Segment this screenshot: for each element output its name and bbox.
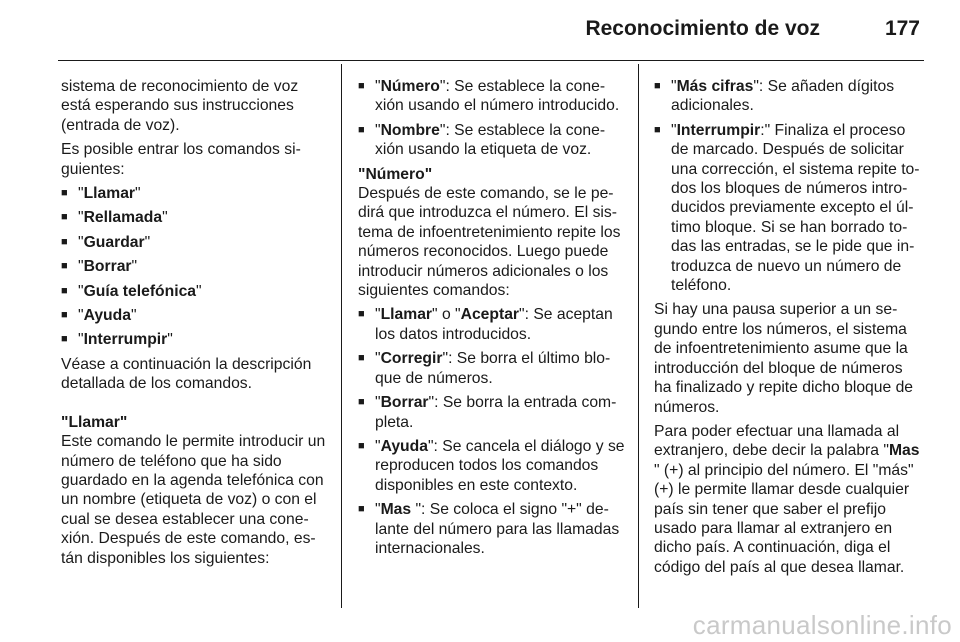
- page-title: Reconocimiento de voz: [585, 17, 820, 40]
- list-item: ■ "Interrumpir": [61, 330, 331, 349]
- list-item: ■ "Corregir": Se borra el último bloque de números.: [358, 349, 628, 388]
- list-item: ■ "Rellamada": [61, 208, 331, 227]
- list-item: ■ "Borrar": Se borra la entrada completa.: [358, 393, 628, 432]
- column-3: [654, 77, 924, 582]
- list-item: ■ "Guía telefónica": [61, 282, 331, 301]
- list-item: ■ "Más cifras": Se añaden dígitos adicionales.: [654, 77, 924, 116]
- pause-paragraph: Si hay una pausa superior a un segundo entre los números, el sistema de infoentretenimiento asume que la introducción del bloque de números ha finalizado y repite dicho bloque de números.: [654, 301, 914, 416]
- option-list: [358, 77, 628, 160]
- column-2: [358, 77, 628, 563]
- page-number: 177: [884, 17, 920, 40]
- list-item: ■ "Ayuda": [61, 306, 331, 325]
- numero-body: Después de este comando, se le pedirá que introduzca el número. El sistema de infoentretenimiento repite los números reconocidos. Luego puede introducir números adicionales o los siguientes comandos:: [358, 185, 621, 300]
- list-item: ■ "Ayuda": Se cancela el diálogo y se reproducen todos los comandos disponibles en este contexto.: [358, 437, 628, 495]
- list-item: ■ "Interrumpir:" Finaliza el proceso de marcado. Después de solicitar una corrección, el sistema repite todos los bloques de números introducidos previamente excepto el último bloque. Si se han borrado todas las entradas, se le pide que introduzca de nuevo un número de teléfono.: [654, 121, 924, 296]
- header-rule: [58, 60, 924, 61]
- llamar-heading: "Llamar": [61, 413, 128, 431]
- command-list: [358, 305, 628, 558]
- list-item: ■ "Borrar": [61, 257, 331, 276]
- commands-intro: Es posible entrar los comandos siguientes:: [61, 141, 301, 178]
- column-1: [61, 77, 331, 573]
- column-divider-2: [638, 64, 639, 608]
- intro-paragraph: sistema de reconocimiento de voz está esperando sus instrucciones (entrada de voz).: [61, 78, 299, 134]
- command-list: [61, 184, 331, 350]
- list-item: ■ "Llamar" o "Aceptar": Se aceptan los datos introducidos.: [358, 305, 628, 344]
- llamar-body: Este comando le permite introducir un número de teléfono que ha sido guardado en la agenda telefónica con un nombre (etiqueta de voz) o con el cual se desea establecer una conexión. Después de este comando, están disponibles los siguientes:: [61, 433, 326, 567]
- watermark: carmanualsonline.info: [692, 610, 952, 640]
- page-header: [0, 0, 960, 64]
- outro-paragraph: Véase a continuación la descripción detallada de los comandos.: [61, 355, 312, 393]
- option-list: [654, 77, 924, 295]
- column-divider-1: [341, 64, 342, 608]
- list-item: ■ "Mas ": Se coloca el signo "+" delante del número para las llamadas internacionales.: [358, 500, 628, 558]
- list-item: ■ "Nombre": Se establece la conexión usando la etiqueta de voz.: [358, 121, 628, 160]
- list-item: ■ "Número": Se establece la conexión usando el número introducido.: [358, 77, 628, 116]
- list-item: ■ "Guardar": [61, 233, 331, 252]
- numero-heading: "Número": [358, 165, 433, 183]
- list-item: ■ "Llamar": [61, 184, 331, 203]
- international-paragraph: Para poder efectuar una llamada al extranjero, debe decir la palabra "Mas " (+) al principio del número. El "más" (+) le permite llamar desde cualquier país sin tener que saber el prefijo usado para llamar al extranjero en dicho país. A continuación, diga el código del país al que desea llamar.: [654, 422, 920, 576]
